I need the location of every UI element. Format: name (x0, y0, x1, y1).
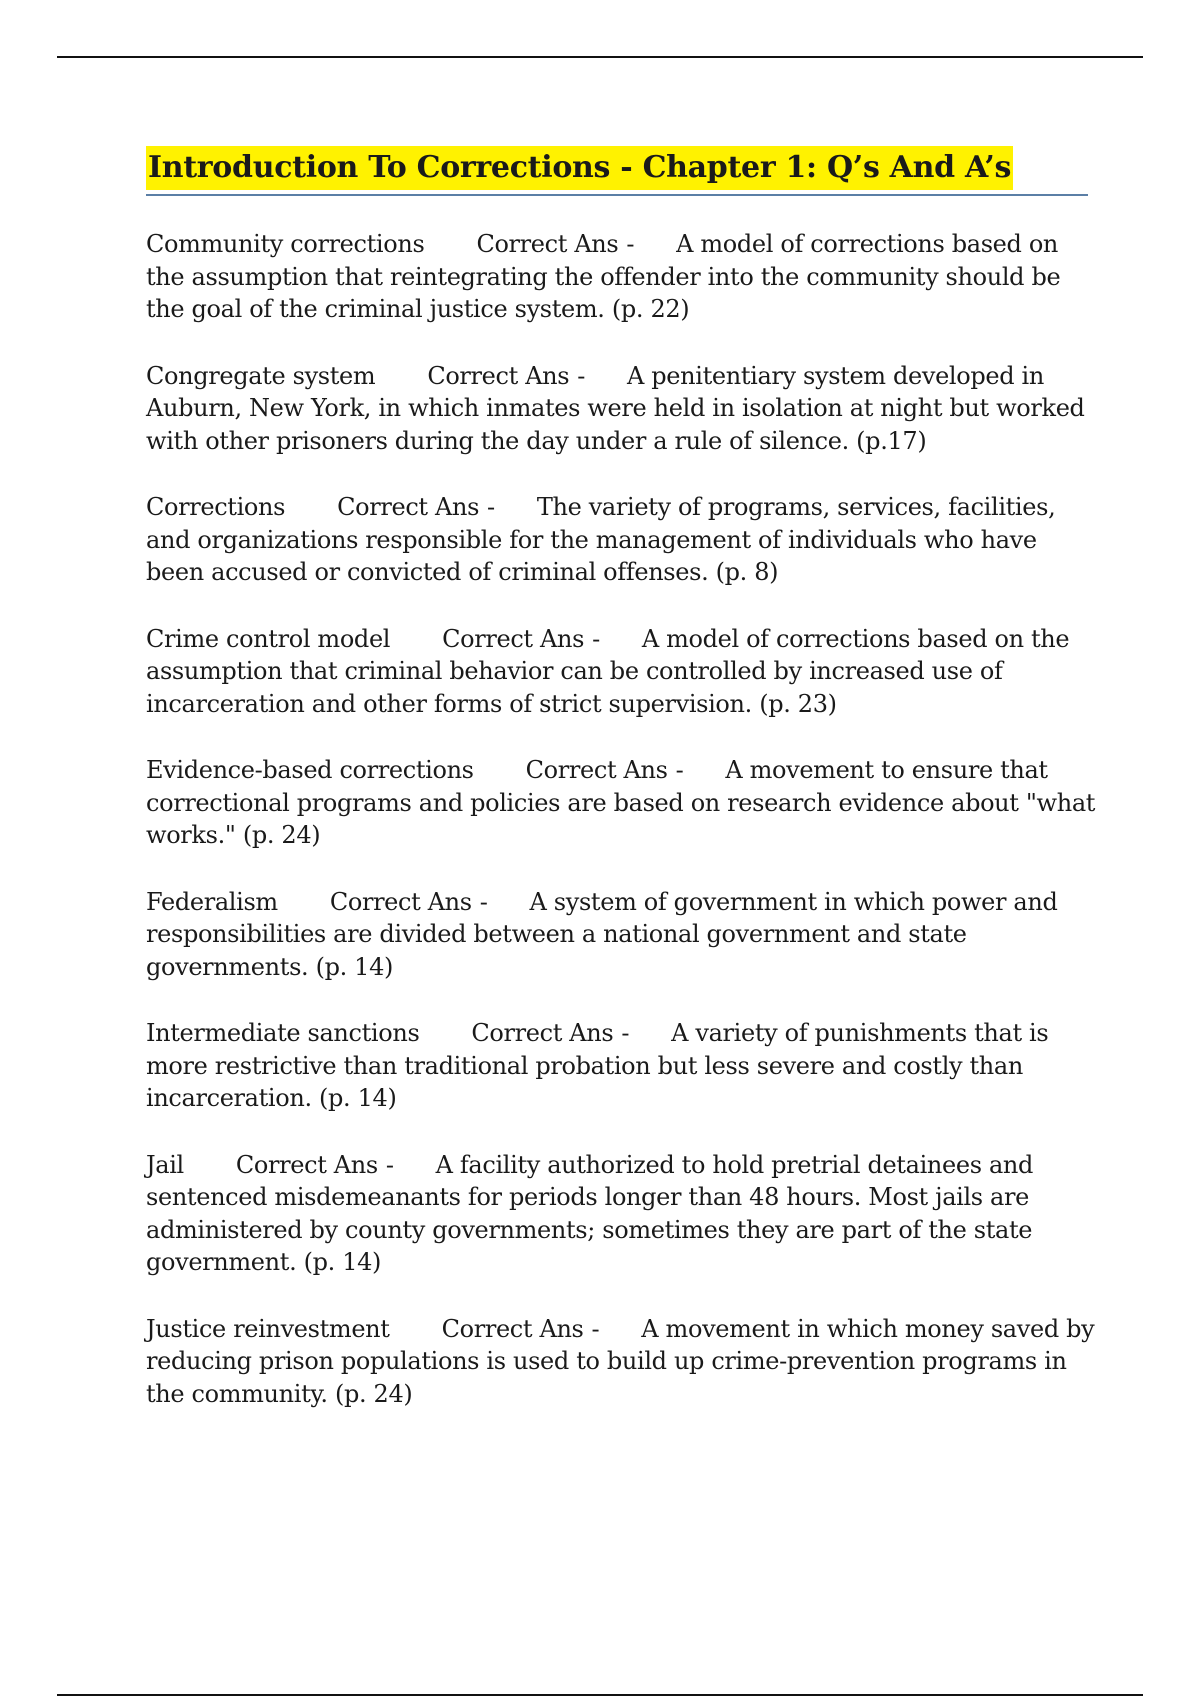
entry-term: Congregate system (146, 361, 376, 390)
entry-term: Crime control model (146, 624, 391, 653)
title-block (146, 146, 1088, 196)
answer-label: Correct Ans (441, 1314, 584, 1343)
qa-entry (146, 623, 1096, 721)
answer-separator: - (626, 230, 635, 258)
answer-separator: - (591, 1314, 600, 1343)
entry-term: Community corrections (146, 230, 425, 258)
entry-definition: A model of corrections based on the assumption that criminal behavior can be controlled by increased use of incarceration and other forms of strict supervision. (p. 23) (146, 624, 1070, 718)
answer-separator: - (621, 1019, 630, 1047)
entry-definition: The variety of programs, services, facilities, and organizations responsible for the management of individuals who have been accused or convicted of criminal offenses. (p. 8) (146, 493, 1056, 586)
qa-entry (146, 1149, 1096, 1279)
entry-definition: A penitentiary system developed in Auburn, New York, in which inmates were held in isolation at night but worked with other prisoners during the day under a rule of silence. (p.17) (146, 361, 1085, 455)
answer-label: Correct Ans (471, 1019, 614, 1047)
answer-separator: - (577, 361, 586, 390)
answer-label: Correct Ans (329, 887, 472, 916)
qa-entry (146, 1017, 1096, 1115)
answer-label: Correct Ans (235, 1150, 378, 1179)
answer-label: Correct Ans (337, 493, 480, 521)
entry-definition: A variety of punishments that is more restrictive than traditional probation but less severe and costly than incarceration. (p. 14) (146, 1019, 1049, 1112)
qa-entry (146, 228, 1096, 326)
entry-term: Corrections (146, 493, 286, 521)
entry-definition: A movement to ensure that correctional programs and policies are based on research evidence about "what works." (p. 24) (146, 756, 1096, 849)
qa-list (146, 228, 1096, 1444)
answer-label: Correct Ans (476, 230, 619, 258)
entry-definition: A system of government in which power and responsibilities are divided between a national government and state governments. (p. 14) (146, 887, 1058, 981)
entry-term: Federalism (146, 887, 278, 916)
answer-separator: - (675, 756, 684, 784)
header-rule (57, 56, 1143, 58)
answer-label: Correct Ans (525, 756, 668, 784)
entry-term: Evidence-based corrections (146, 756, 474, 784)
entry-term: Jail (146, 1150, 184, 1179)
answer-label: Correct Ans (427, 361, 570, 390)
answer-separator: - (385, 1150, 394, 1179)
entry-definition: A movement in which money saved by reducing prison populations is used to build up crime-prevention programs in the community. (p. 24) (146, 1314, 1095, 1408)
page-title: Introduction To Corrections - Chapter 1: Q’s And A’s (146, 146, 1013, 190)
qa-entry (146, 360, 1096, 458)
qa-entry (146, 754, 1096, 852)
entry-term: Intermediate sanctions (146, 1019, 420, 1047)
qa-entry (146, 491, 1096, 589)
answer-separator: - (479, 887, 488, 916)
qa-entry (146, 886, 1096, 984)
answer-label: Correct Ans (442, 624, 585, 653)
footer-rule (57, 1694, 1143, 1696)
answer-separator: - (487, 493, 495, 521)
entry-definition: A model of corrections based on the assumption that reintegrating the offender into the community should be the goal of the criminal justice system. (p. 22) (146, 230, 1061, 323)
answer-separator: - (592, 624, 600, 653)
entry-definition: A facility authorized to hold pretrial detainees and sentenced misdemeanants for periods longer than 48 hours. Most jails are administered by county governments; sometimes they are part of the state government. (p. 14) (146, 1150, 1034, 1276)
entry-term: Justice reinvestment (146, 1314, 390, 1343)
qa-entry (146, 1313, 1096, 1411)
